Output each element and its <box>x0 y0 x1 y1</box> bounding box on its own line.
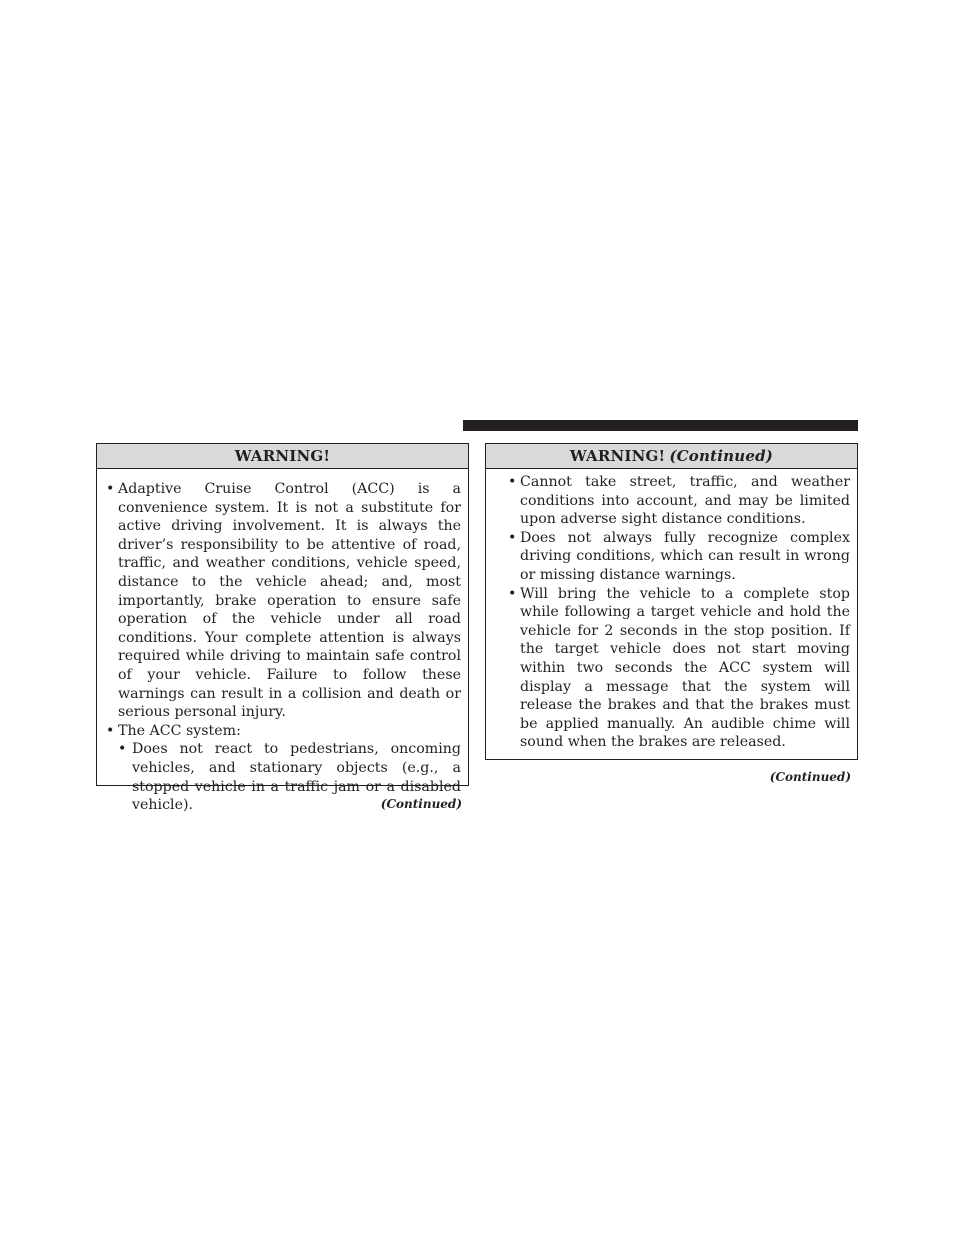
warning-title <box>97 444 468 469</box>
warning-title-suffix: (Continued) <box>669 447 774 465</box>
warning-item-text: The ACC system: <box>118 722 241 739</box>
warning-item: • Will bring the vehicle to a complete stop while following a target vehicle and hold the vehicle for 2 seconds in the stop position. If the target vehicle does not start moving within two seconds the ACC system will display a message that the system will release the brakes and that the brakes must be applied manually. An audible chime will sound when the brakes are released. <box>495 585 850 752</box>
warning-item: • Cannot take street, traffic, and weather conditions into account, and may be limited upon adverse sight distance conditions. <box>495 473 850 529</box>
warning-title-text: WARNING! <box>234 447 331 465</box>
warning-list <box>495 473 850 752</box>
warning-body <box>486 469 857 752</box>
continued-note: (Continued) <box>380 797 462 811</box>
warning-item: • Adaptive Cruise Control (ACC) is a convenience system. It is not a substitute for active driving involvement. It is always the driver’s responsibility to be attentive of road, traffic, and weather conditions, vehicle speed, distance to the vehicle ahead; and, most importantly, brake operation to ensure safe operation of the vehicle under all road conditions. Your complete attention is always required while driving to maintain safe control of your vehicle. Failure to follow these warnings can result in a collision and death or serious personal injury. <box>106 480 461 722</box>
continued-note: (Continued) <box>769 770 851 784</box>
warning-box-continued <box>485 443 858 760</box>
warning-title-text: WARNING! <box>569 447 666 465</box>
warning-item: • Does not always fully recognize complex driving conditions, which can result in wrong or missing distance warnings. <box>495 529 850 585</box>
warning-subitem: • Does not react to pedestrians, oncoming vehicles, and stationary objects (e.g., a stopped vehicle in a traffic jam or a disabled vehicle). <box>118 740 461 814</box>
warning-body <box>97 469 468 815</box>
warning-title <box>486 444 857 469</box>
section-header-bar <box>463 420 858 431</box>
warning-list <box>106 480 461 815</box>
